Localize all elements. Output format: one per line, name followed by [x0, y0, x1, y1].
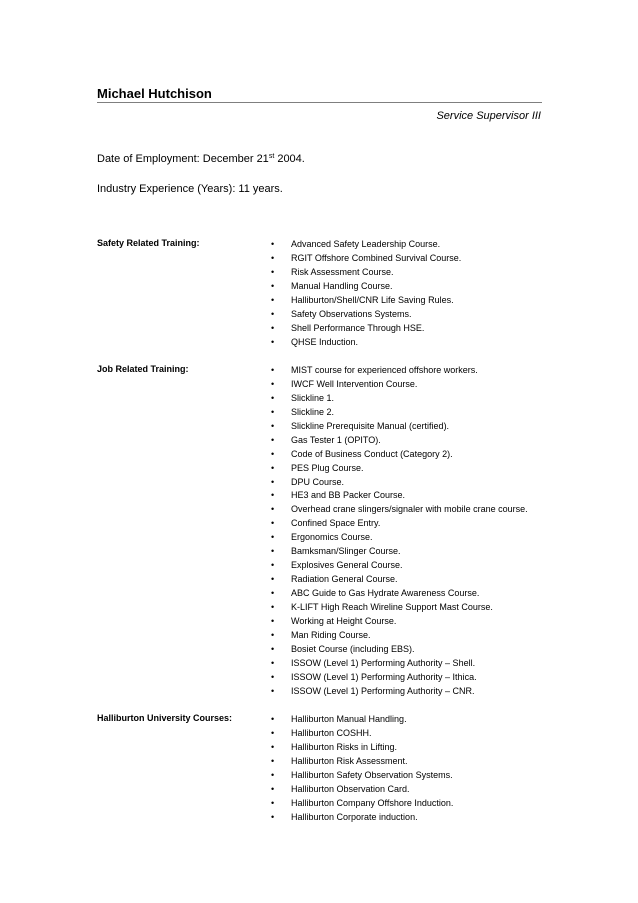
bullet-icon: •	[271, 266, 275, 277]
bullet-icon: •	[271, 406, 275, 417]
list-item	[271, 406, 528, 420]
list-item-text: ISSOW (Level 1) Performing Authority – CNR.	[291, 685, 475, 696]
list-item-text: Man Riding Course.	[291, 629, 371, 640]
bullet-icon: •	[271, 336, 275, 347]
bullet-icon: •	[271, 643, 275, 654]
bullet-icon: •	[271, 574, 275, 585]
list-item	[271, 434, 528, 448]
list-item-text: Slickline 1.	[291, 392, 335, 403]
list-item	[271, 573, 528, 587]
list-item	[271, 713, 453, 727]
list-item	[271, 322, 461, 336]
list-item-text: Halliburton COSHH.	[291, 727, 372, 738]
list-item	[271, 489, 528, 503]
list-item	[271, 587, 528, 601]
list-item	[271, 420, 528, 434]
bullet-icon: •	[271, 308, 275, 319]
bullet-icon: •	[271, 532, 275, 543]
bullet-icon: •	[271, 588, 275, 598]
bullet-icon: •	[271, 671, 275, 682]
list-item-text: Working at Height Course.	[291, 615, 397, 626]
bullet-icon: •	[271, 727, 275, 738]
list-item	[271, 336, 461, 350]
bullet-icon: •	[271, 657, 275, 668]
header-rule	[97, 102, 542, 103]
list-item	[271, 392, 528, 406]
bullet-icon: •	[271, 420, 275, 431]
section-label: Halliburton University Courses:	[97, 713, 233, 723]
bullet-icon: •	[271, 685, 275, 696]
list-item-text: DPU Course.	[291, 476, 345, 487]
list-item	[271, 517, 528, 531]
list-item	[271, 643, 528, 657]
list-item-text: Halliburton Company Offshore Induction.	[291, 797, 454, 808]
list-item-text: Safety Observations Systems.	[291, 308, 412, 319]
list-item-text: Slickline 2.	[291, 406, 335, 417]
bullet-icon: •	[271, 490, 275, 501]
bullet-icon: •	[271, 252, 275, 263]
list-item-text: ABC Guide to Gas Hydrate Awareness Course.	[291, 588, 480, 598]
list-item-text: Halliburton Manual Handling.	[291, 714, 407, 724]
list-item-text: ISSOW (Level 1) Performing Authority – Shell.	[291, 657, 476, 668]
bullet-icon: •	[271, 280, 275, 291]
list-item-text: Radiation General Course.	[291, 574, 398, 585]
bullet-icon: •	[271, 434, 275, 445]
list-item	[271, 378, 528, 392]
list-item	[271, 727, 453, 741]
bullet-icon: •	[271, 755, 275, 766]
list-item-text: Halliburton Corporate induction.	[291, 811, 418, 822]
bullet-icon: •	[271, 560, 275, 571]
list-item-text: Manual Handling Course.	[291, 280, 393, 291]
list-item	[271, 462, 528, 476]
employment-date-year: 2004.	[274, 153, 305, 165]
list-item-text: Bamksman/Slinger Course.	[291, 546, 401, 557]
list-item	[271, 294, 461, 308]
list-item-text: Bosiet Course (including EBS).	[291, 643, 415, 654]
employment-date-text: Date of Employment: December 21	[97, 153, 269, 165]
list-item-text: K-LIFT High Reach Wireline Support Mast Course.	[291, 601, 493, 612]
list-item-text: Slickline Prerequisite Manual (certified).	[291, 420, 450, 431]
bullet-icon: •	[271, 392, 275, 403]
list-item	[271, 545, 528, 559]
list-item-text: Halliburton Observation Card.	[291, 783, 410, 794]
list-item-text: Risk Assessment Course.	[291, 266, 394, 277]
list-item-text: PES Plug Course.	[291, 462, 364, 473]
list-item	[271, 741, 453, 755]
list-item	[271, 503, 528, 517]
list-item	[271, 531, 528, 545]
course-list	[271, 713, 453, 825]
bullet-icon: •	[271, 378, 275, 389]
list-item-text: Gas Tester 1 (OPITO).	[291, 434, 381, 445]
list-item	[271, 685, 528, 699]
list-item	[271, 755, 453, 769]
list-item	[271, 671, 528, 685]
list-item	[271, 769, 453, 783]
section-label: Job Related Training:	[97, 364, 189, 374]
bullet-icon: •	[271, 615, 275, 626]
date-ordinal-suffix: st	[268, 153, 275, 160]
list-item-text: QHSE Induction.	[291, 336, 359, 347]
list-item	[271, 615, 528, 629]
list-item	[271, 364, 528, 378]
list-item-text: HE3 and BB Packer Course.	[291, 490, 406, 501]
bullet-icon: •	[271, 322, 275, 333]
list-item	[271, 476, 528, 490]
bullet-icon: •	[271, 365, 275, 375]
course-list	[271, 238, 461, 350]
person-name: Michael Hutchison	[97, 86, 212, 101]
bullet-icon: •	[271, 714, 275, 724]
bullet-icon: •	[271, 546, 275, 557]
list-item-text: Halliburton Risk Assessment.	[291, 755, 408, 766]
list-item	[271, 559, 528, 573]
list-item	[271, 266, 461, 280]
list-item	[271, 252, 461, 266]
list-item-text: Confined Space Entry.	[291, 518, 381, 529]
list-item	[271, 811, 453, 825]
bullet-icon: •	[271, 629, 275, 640]
list-item-text: Code of Business Conduct (Category 2).	[291, 448, 453, 459]
list-item-text: Halliburton Safety Observation Systems.	[291, 769, 453, 780]
list-item-text: Explosives General Course.	[291, 560, 403, 571]
list-item-text: MIST course for experienced offshore workers.	[291, 365, 478, 375]
bullet-icon: •	[271, 476, 275, 487]
industry-experience: Industry Experience (Years): 11 years.	[97, 183, 283, 195]
list-item-text: Shell Performance Through HSE.	[291, 322, 425, 333]
bullet-icon: •	[271, 783, 275, 794]
list-item-text: Halliburton/Shell/CNR Life Saving Rules.	[291, 294, 454, 305]
list-item-text: Halliburton Risks in Lifting.	[291, 741, 398, 752]
list-item	[271, 629, 528, 643]
bullet-icon: •	[271, 769, 275, 780]
list-item	[271, 783, 453, 797]
bullet-icon: •	[271, 518, 275, 529]
list-item-text: Ergonomics Course.	[291, 532, 373, 543]
list-item	[271, 657, 528, 671]
employment-date	[97, 153, 305, 165]
bullet-icon: •	[271, 294, 275, 305]
list-item	[271, 448, 528, 462]
section-label: Safety Related Training:	[97, 238, 200, 248]
bullet-icon: •	[271, 811, 275, 822]
list-item-text: Overhead crane slingers/signaler with mobile crane course.	[291, 504, 528, 515]
list-item-text: RGIT Offshore Combined Survival Course.	[291, 252, 462, 263]
bullet-icon: •	[271, 239, 275, 249]
bullet-icon: •	[271, 601, 275, 612]
list-item	[271, 238, 461, 252]
bullet-icon: •	[271, 797, 275, 808]
job-title: Service Supervisor III	[436, 110, 541, 122]
list-item-text: ISSOW (Level 1) Performing Authority – Ithica.	[291, 671, 477, 682]
bullet-icon: •	[271, 448, 275, 459]
bullet-icon: •	[271, 504, 275, 515]
list-item	[271, 280, 461, 294]
list-item	[271, 797, 453, 811]
bullet-icon: •	[271, 741, 275, 752]
list-item	[271, 308, 461, 322]
list-item	[271, 601, 528, 615]
list-item-text: Advanced Safety Leadership Course.	[291, 239, 441, 249]
course-list	[271, 364, 528, 699]
bullet-icon: •	[271, 462, 275, 473]
list-item-text: IWCF Well Intervention Course.	[291, 378, 418, 389]
